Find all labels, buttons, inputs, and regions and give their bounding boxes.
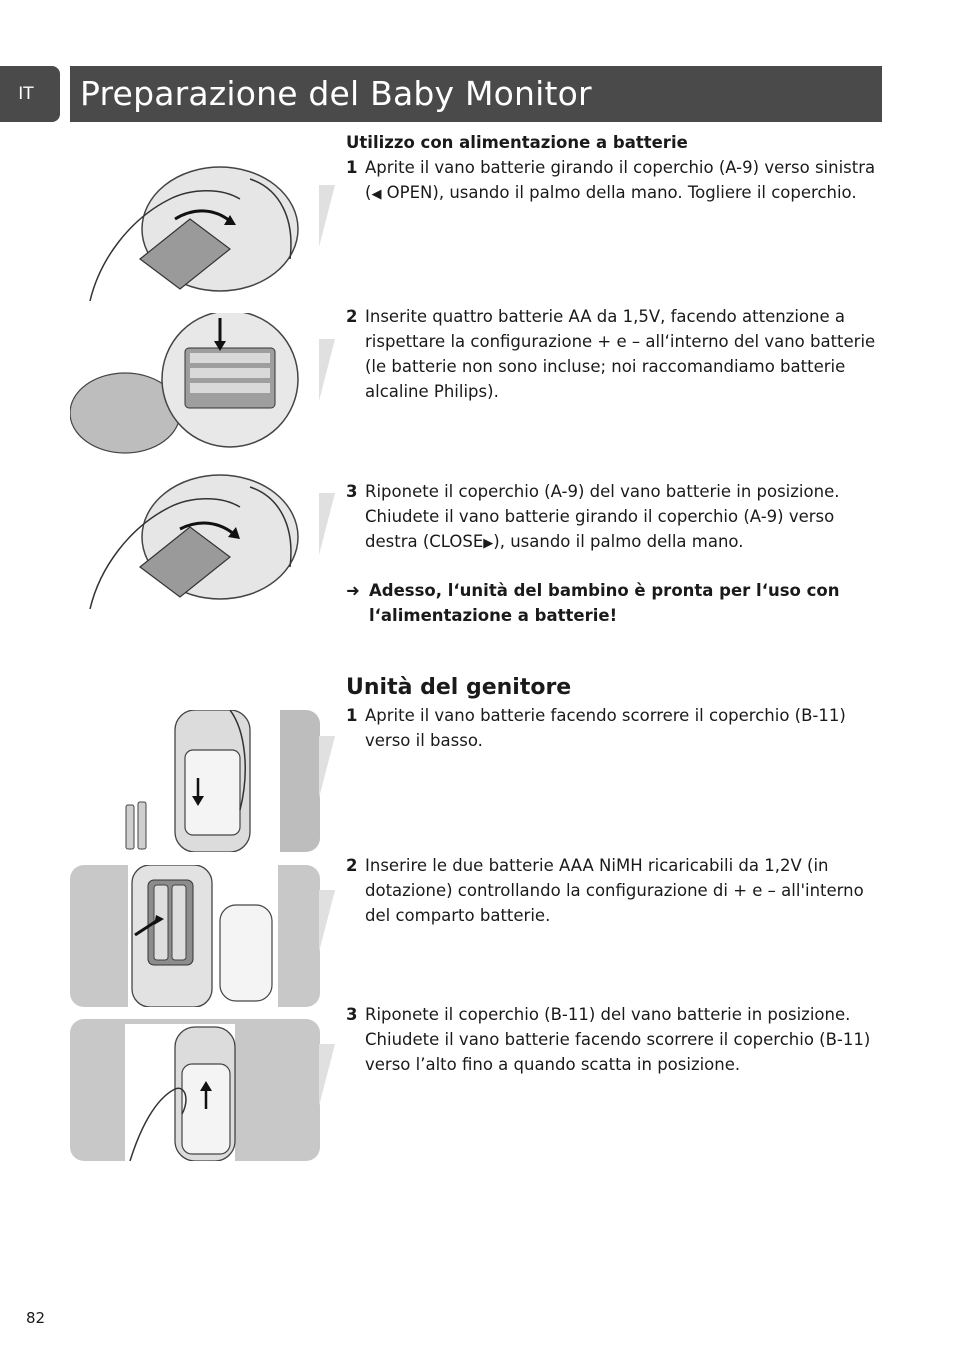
- battery-step-1: [346, 155, 886, 207]
- battery-subtitle: Utilizzo con alimentazione a batterie: [346, 133, 688, 152]
- arrow-marker-icon: [319, 339, 335, 401]
- illustration-close-baby-unit-cover: [70, 467, 320, 609]
- parent-step-3: [346, 1002, 886, 1077]
- step-text: Inserite quattro batterie AA da 1,5V, facendo attenzione a rispettare la configurazione + e – all‘interno del vano batterie (le batterie non sono incluse; noi raccomandiamo batterie alcaline Philips).: [365, 307, 876, 401]
- step-text: Aprite il vano batterie girando il coperchio (A-9) verso sinistra (: [365, 158, 876, 202]
- illustration-close-parent-unit-cover: [70, 1019, 320, 1161]
- arrow-marker-icon: [319, 185, 335, 247]
- arrow-marker-icon: [319, 736, 335, 798]
- arrow-marker-icon: [319, 890, 335, 952]
- language-tab: IT: [0, 66, 60, 122]
- step-text: Inserire le due batterie AAA NiMH ricaricabili da 1,2V (in dotazione) controllando la configurazione di + e – all'interno del comparto batterie.: [365, 856, 864, 925]
- parent-step-1: [346, 703, 886, 753]
- right-triangle-icon: ▶: [483, 536, 494, 551]
- step-number: 2: [346, 856, 358, 875]
- step-number: 1: [346, 158, 358, 177]
- arrow-marker-icon: [319, 493, 335, 555]
- parent-step-2: [346, 853, 886, 928]
- step-number: 3: [346, 1005, 358, 1024]
- battery-step-2: [346, 304, 886, 404]
- step-number: 3: [346, 482, 358, 501]
- step-text: OPEN), usando il palmo della mano. Togliere il coperchio.: [381, 183, 857, 202]
- battery-subtitle-block: [346, 130, 886, 207]
- battery-step-3: [346, 479, 886, 556]
- illustration-insert-aaa-batteries: [70, 865, 320, 1007]
- illustration-open-parent-unit-cover: [70, 710, 320, 852]
- battery-ready-note: [346, 578, 886, 628]
- right-arrow-icon: ➜: [346, 581, 360, 600]
- page-title: Preparazione del Baby Monitor: [70, 66, 882, 122]
- step-text: Aprite il vano batterie facendo scorrere il coperchio (B-11) verso il basso.: [365, 706, 846, 750]
- illustration-open-baby-unit-cover: [70, 159, 320, 301]
- left-triangle-icon: ◀: [371, 187, 382, 202]
- step-number: 1: [346, 706, 358, 725]
- step-text: ), usando il palmo della mano.: [493, 532, 744, 551]
- page-number: 82: [26, 1309, 46, 1327]
- step-text: Riponete il coperchio (B-11) del vano batterie in posizione. Chiudete il vano batterie facendo scorrere il coperchio (B-11) verso l’alto fino a quando scatta in posizione.: [365, 1005, 871, 1074]
- parent-section: [346, 673, 886, 753]
- step-number: 2: [346, 307, 358, 326]
- illustration-insert-aa-batteries: [70, 313, 320, 455]
- step-text: Riponete il coperchio (A-9) del vano batterie in posizione. Chiudete il vano batterie girando il coperchio (A-9) verso destra (CLOSE: [365, 482, 840, 551]
- section-title: Unità del genitore: [346, 675, 572, 700]
- arrow-marker-icon: [319, 1044, 335, 1106]
- note-text: Adesso, l‘unità del bambino è pronta per l‘uso con l‘alimentazione a batterie!: [369, 581, 840, 625]
